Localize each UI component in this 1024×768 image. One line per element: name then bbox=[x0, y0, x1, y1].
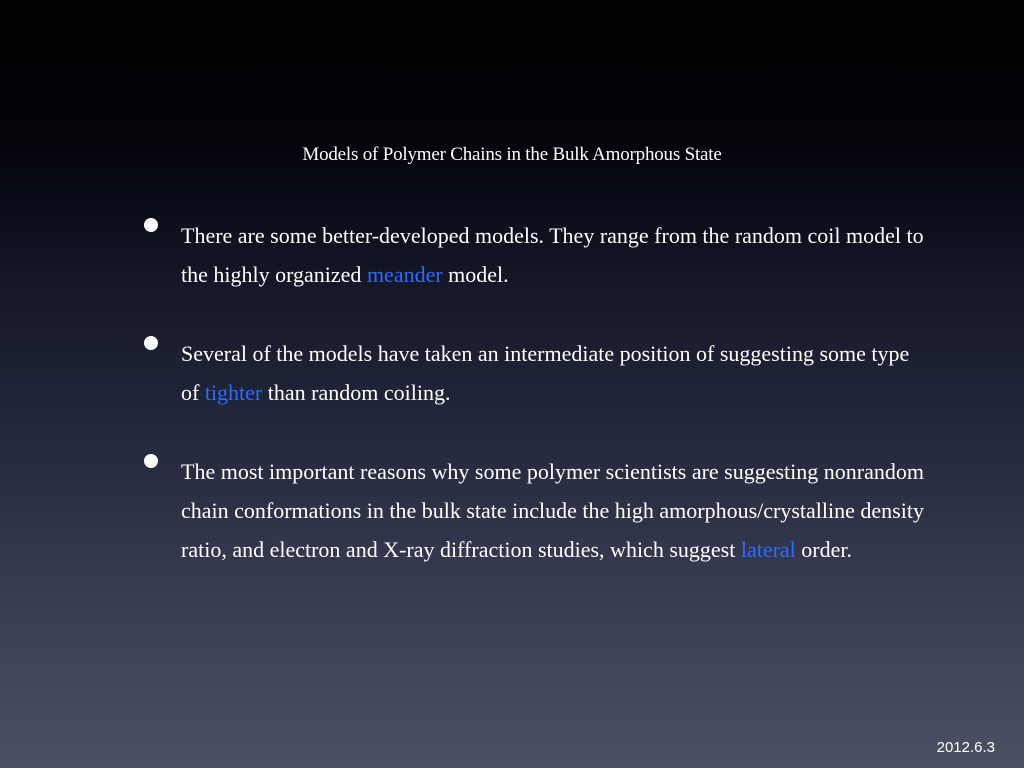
bullet-text-end: order. bbox=[795, 537, 852, 562]
bullet-dot-icon bbox=[144, 336, 158, 350]
bullet-dot-icon bbox=[144, 454, 158, 468]
bullet-item bbox=[140, 452, 930, 569]
bullet-item bbox=[140, 334, 930, 412]
slide-title: Models of Polymer Chains in the Bulk Amorphous State bbox=[302, 144, 722, 165]
highlighted-term: lateral bbox=[740, 537, 796, 562]
bullet-text: There are some better-developed models. They range from the random coil model to the highly organized bbox=[181, 223, 924, 287]
bullet-text-end: than random coiling. bbox=[262, 380, 451, 405]
bullet-text-end: model. bbox=[442, 262, 509, 287]
highlighted-term: meander bbox=[366, 262, 443, 287]
bullet-text: The most important reasons why some polymer scientists are suggesting nonrandom chain conformations in the bulk state include the high amorphous/crystalline density ratio, and electron and X-ray diffraction studies, which suggest bbox=[181, 459, 924, 562]
bullet-text: Several of the models have taken an intermediate position of suggesting some type of bbox=[181, 341, 910, 405]
highlighted-term: tighter bbox=[204, 380, 263, 405]
bullet-dot-icon bbox=[144, 218, 158, 232]
slide-date: 2012.6.3 bbox=[936, 739, 995, 756]
bullet-item bbox=[140, 216, 930, 294]
bullet-list bbox=[140, 216, 930, 609]
